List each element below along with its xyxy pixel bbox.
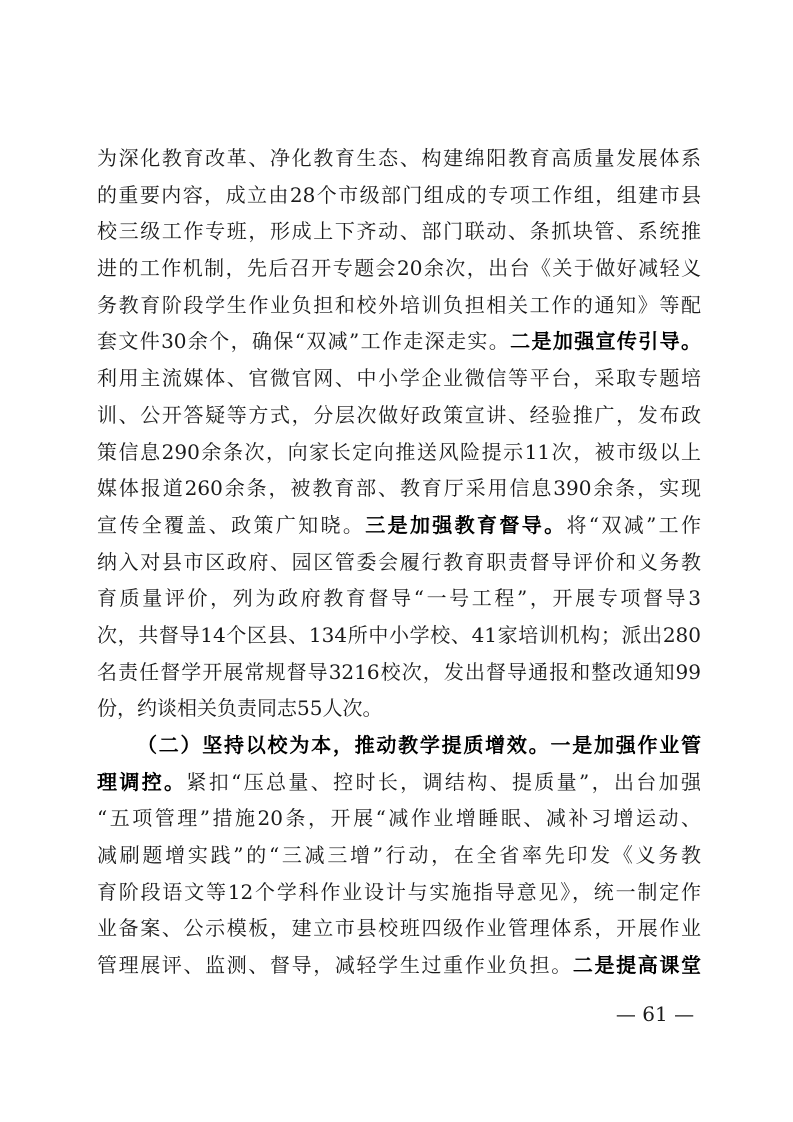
text-segment: 策信息290余条次，向家长定向推送风险提示11次，被市级以上	[97, 439, 701, 464]
text-segment: 媒体报道260余条，被教育部、教育厅采用信息390余条，实现	[97, 476, 701, 501]
text-line	[97, 140, 701, 177]
text-segment: 紧扣“压总量、控时长，调结构、提质量”，出台加强	[186, 769, 701, 794]
text-line	[97, 434, 701, 471]
text-segment: 减刷题增实践”的“三减三增”行动，在全省率先印发《义务教	[97, 843, 701, 868]
text-segment: 利用主流媒体、官微官网、中小学企业微信等平台，采取专题培	[97, 366, 701, 391]
text-line	[97, 213, 701, 250]
bold-heading-segment: 二是加强宣传引导。	[510, 329, 701, 354]
text-segment: “五项管理”措施20条，开展“减作业增睡眠、减补习增运动、	[97, 806, 701, 831]
bold-heading-segment: 二是提高课堂	[572, 953, 701, 978]
text-line	[97, 764, 701, 801]
text-line	[97, 287, 701, 324]
text-line	[97, 910, 701, 947]
bold-heading-segment: 三是加强教育督导。	[365, 512, 567, 537]
text-segment: 宣传全覆盖、政策广知晓。	[97, 512, 366, 537]
text-line	[97, 507, 701, 544]
text-segment: 管理展评、监测、督导，减轻学生过重作业负担。	[97, 953, 573, 978]
text-line	[97, 323, 701, 360]
text-segment: 进的工作机制，先后召开专题会20余次，出台《关于做好减轻义	[97, 256, 701, 281]
text-line	[97, 470, 701, 507]
text-line	[97, 544, 701, 581]
text-line	[97, 177, 701, 214]
text-segment: 的重要内容，成立由28个市级部门组成的专项工作组，组建市县	[97, 182, 701, 207]
body-text	[97, 140, 701, 984]
text-segment: 名责任督学开展常规督导3216校次，发出督导通报和整改通知99	[97, 659, 701, 684]
text-line	[97, 800, 701, 837]
text-segment: 育阶段语文等12个学科作业设计与实施指导意见》，统一制定作	[97, 879, 701, 904]
text-line	[97, 727, 701, 764]
text-line	[97, 947, 701, 984]
text-line	[97, 617, 701, 654]
page-number: — 61 —	[615, 1002, 695, 1026]
text-line	[97, 874, 701, 911]
text-line	[97, 360, 701, 397]
text-segment: 份，约谈相关负责同志55人次。	[97, 696, 383, 721]
text-line	[97, 654, 701, 691]
text-segment: 纳入对县市区政府、园区管委会履行教育职责督导评价和义务教	[97, 549, 701, 574]
text-segment: 校三级工作专班，形成上下齐动、部门联动、条抓块管、系统推	[97, 219, 701, 244]
text-line	[97, 580, 701, 617]
text-line	[97, 690, 701, 727]
text-line	[97, 837, 701, 874]
text-segment: 次，共督导14个区县、134所中小学校、41家培训机构；派出280	[97, 622, 701, 647]
text-segment: 将“双减”工作	[566, 512, 701, 537]
text-segment: 为深化教育改革、净化教育生态、构建绵阳教育高质量发展体系	[97, 146, 701, 170]
text-segment: 育质量评价，列为政府教育督导“一号工程”，开展专项督导3	[97, 586, 701, 611]
text-segment: 套文件30余个，确保“双减”工作走深走实。	[97, 329, 511, 354]
text-line	[97, 250, 701, 287]
text-segment: 务教育阶段学生作业负担和校外培训负担相关工作的通知》等配	[97, 292, 701, 317]
bold-heading-segment: （二）坚持以校为本，推动教学提质增效。一是加强作业管	[137, 733, 701, 757]
bold-heading-segment: 理调控。	[97, 769, 187, 794]
text-segment: 业备案、公示模板，建立市县校班四级作业管理体系，开展作业	[97, 916, 701, 941]
text-segment: 训、公开答疑等方式，分层次做好政策宣讲、经验推广，发布政	[97, 402, 701, 427]
text-line	[97, 397, 701, 434]
